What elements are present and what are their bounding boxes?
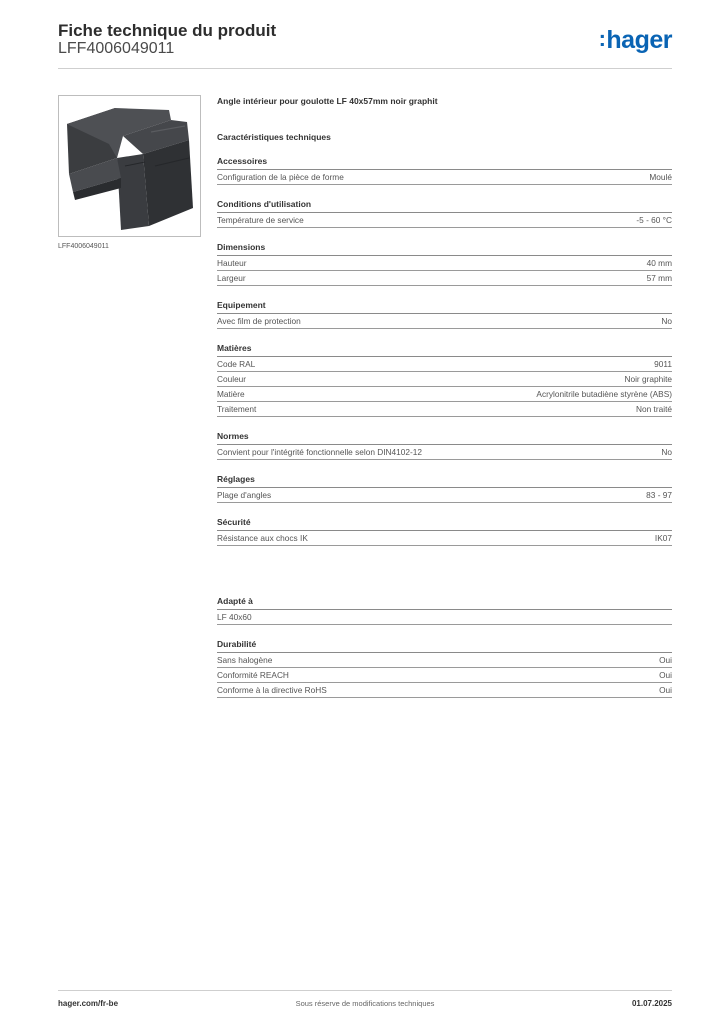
spec-value: IK07: [654, 533, 672, 543]
spec-label: Avec film de protection: [217, 316, 301, 326]
spec-row: [217, 314, 672, 329]
spec-row: [217, 610, 672, 625]
spec-value: 83 - 97: [646, 490, 672, 500]
spec-value: No: [661, 316, 672, 326]
section-matieres: [217, 343, 672, 417]
spec-value: Oui: [659, 685, 672, 695]
section-normes: [217, 431, 672, 460]
spec-label: LF 40x60: [217, 612, 252, 622]
page-footer: [58, 990, 672, 1008]
footer-date: 01.07.2025: [631, 999, 672, 1008]
spec-row: [217, 531, 672, 546]
spec-value: Oui: [659, 670, 672, 680]
spec-value: Oui: [659, 655, 672, 665]
spec-value: 57 mm: [646, 273, 672, 283]
spec-row: [217, 402, 672, 417]
spec-label: Couleur: [217, 374, 247, 384]
spec-row: [217, 653, 672, 668]
image-caption: LFF4006049011: [58, 243, 109, 250]
section-heading: Sécurité: [217, 517, 672, 531]
spec-value: Acrylonitrile butadiène styrène (ABS): [536, 389, 672, 399]
section-heading: Réglages: [217, 474, 672, 488]
section-heading: Durabilité: [217, 639, 672, 653]
spec-label: Conformité REACH: [217, 670, 289, 680]
spec-value: Noir graphite: [624, 374, 672, 384]
section-reglages: [217, 474, 672, 503]
spec-value: No: [661, 447, 672, 457]
product-reference: LFF4006049011: [58, 40, 175, 57]
section-heading: Matières: [217, 343, 672, 357]
section-heading: Adapté à: [217, 596, 672, 610]
spec-row: [217, 372, 672, 387]
product-illustration: [59, 96, 200, 236]
section-heading: Accessoires: [217, 156, 672, 170]
spec-label: Sans halogène: [217, 655, 273, 665]
spec-row: [217, 170, 672, 185]
spec-label: Conforme à la directive RoHS: [217, 685, 327, 695]
spec-value: Non traité: [636, 404, 672, 414]
spec-value: Moulé: [649, 172, 672, 182]
logo-text: hager: [606, 26, 672, 54]
section-dimensions: [217, 242, 672, 286]
spec-row: [217, 357, 672, 372]
section-heading: Equipement: [217, 300, 672, 314]
spec-row: [217, 271, 672, 286]
section-accessoires: [217, 156, 672, 185]
section-heading: Normes: [217, 431, 672, 445]
product-image: [58, 95, 201, 237]
product-title: Angle intérieur pour goulotte LF 40x57mm noir graphit: [217, 96, 438, 106]
section-equipement: [217, 300, 672, 329]
section-heading: Dimensions: [217, 242, 672, 256]
spec-row: [217, 488, 672, 503]
section-spacer: [217, 546, 672, 582]
spec-row: [217, 683, 672, 698]
spec-value: 40 mm: [646, 258, 672, 268]
spec-value: 9011: [654, 359, 672, 369]
section-heading: Conditions d'utilisation: [217, 199, 672, 213]
spec-label: Hauteur: [217, 258, 247, 268]
spec-value: -5 - 60 °C: [636, 215, 672, 225]
spec-row: [217, 668, 672, 683]
section-durabilite: [217, 639, 672, 698]
spec-label: Température de service: [217, 215, 304, 225]
section-adapte: [217, 596, 672, 625]
spec-label: Code RAL: [217, 359, 256, 369]
spec-label: Plage d'angles: [217, 490, 272, 500]
technical-heading: Caractéristiques techniques: [217, 132, 331, 142]
footer-website-link[interactable]: hager.com/fr-be: [58, 999, 119, 1008]
spec-row: [217, 256, 672, 271]
footer-disclaimer: Sous réserve de modifications techniques: [295, 999, 435, 1008]
spec-label: Résistance aux chocs IK: [217, 533, 308, 543]
page-title: Fiche technique du produit: [58, 21, 277, 40]
hager-logo[interactable]: [599, 26, 672, 55]
spec-row: [217, 445, 672, 460]
spec-label: Largeur: [217, 273, 246, 283]
spec-label: Traitement: [217, 404, 257, 414]
spec-content: [217, 90, 672, 698]
spec-row: [217, 213, 672, 228]
section-securite: [217, 517, 672, 546]
logo-mark: :: [598, 26, 606, 51]
spec-label: Configuration de la pièce de forme: [217, 172, 344, 182]
spec-row: [217, 387, 672, 402]
spec-label: Matière: [217, 389, 245, 399]
page-header: [58, 20, 672, 69]
section-conditions: [217, 199, 672, 228]
spec-label: Convient pour l'intégrité fonctionnelle selon DIN4102-12: [217, 447, 422, 457]
